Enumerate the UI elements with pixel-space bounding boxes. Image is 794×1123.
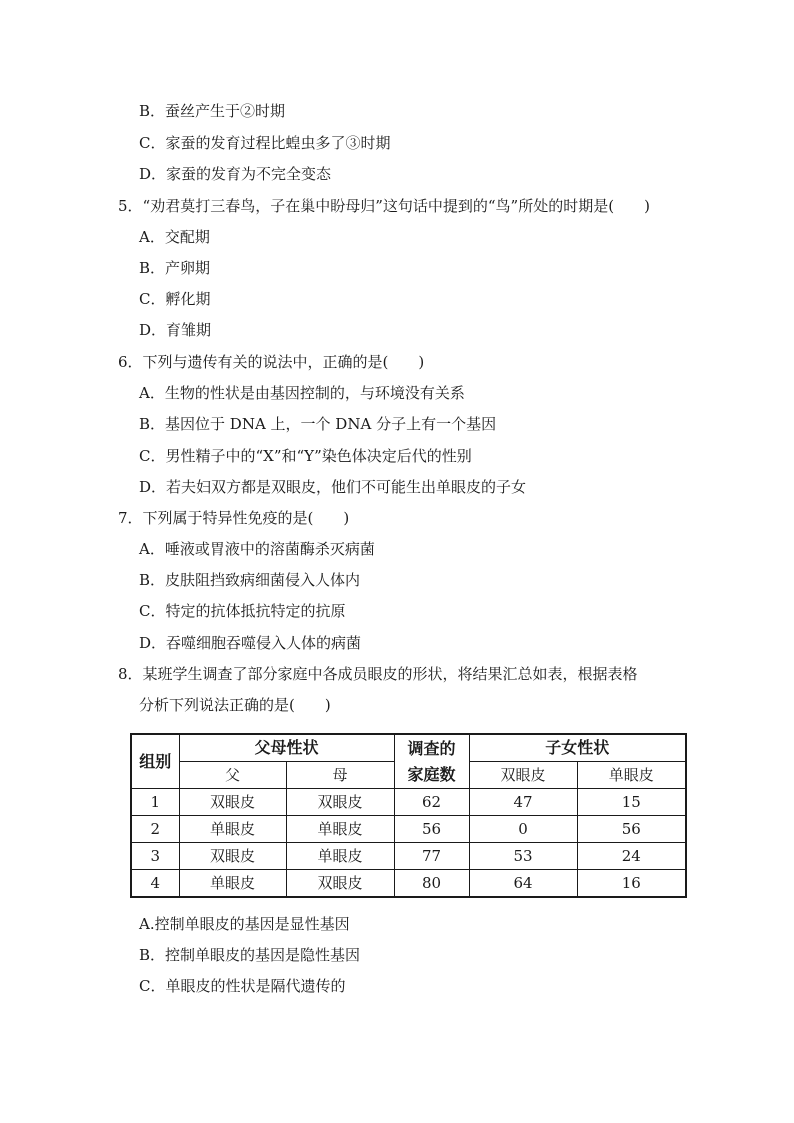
cell-mother: 双眼皮 xyxy=(286,870,394,898)
q5-option-c: C．孵化期 xyxy=(139,290,211,308)
question-7: 7．下列属于特异性免疫的是( ) xyxy=(118,509,350,527)
cell-group: 4 xyxy=(131,870,179,898)
header-count-line1: 调查的 xyxy=(407,738,456,758)
header-family-count xyxy=(394,734,469,789)
q8-option-b: B．控制单眼皮的基因是隐性基因 xyxy=(139,946,361,964)
cell-father: 双眼皮 xyxy=(179,843,286,870)
cell-single: 15 xyxy=(577,789,686,816)
cell-group: 3 xyxy=(131,843,179,870)
question-5: 5．“劝君莫打三春鸟，子在巢中盼母归”这句话中提到的“鸟”所处的时期是( ) xyxy=(118,197,650,215)
q6-option-a: A．生物的性状是由基因控制的，与环境没有关系 xyxy=(139,384,465,402)
q6-option-d: D．若夫妇双方都是双眼皮，他们不可能生出单眼皮的子女 xyxy=(139,478,527,496)
cell-double: 64 xyxy=(469,870,577,898)
header-mother: 母 xyxy=(286,762,394,789)
header-count-line2: 家庭数 xyxy=(407,764,456,784)
q6-option-b: B．基因位于 DNA 上，一个 DNA 分子上有一个基因 xyxy=(139,415,497,433)
eyelid-survey-table xyxy=(130,733,687,898)
cell-mother: 单眼皮 xyxy=(286,843,394,870)
cell-single: 16 xyxy=(577,870,686,898)
q7-option-a: A．唾液或胃液中的溶菌酶杀灭病菌 xyxy=(139,540,375,558)
header-single-eyelid: 单眼皮 xyxy=(577,762,686,789)
q6-option-c: C．男性精子中的“X”和“Y”染色体决定后代的性别 xyxy=(139,447,472,465)
header-group: 组别 xyxy=(131,734,179,789)
question-8: 8．某班学生调查了部分家庭中各成员眼皮的形状，将结果汇总如表，根据表格 xyxy=(118,665,638,683)
table-row xyxy=(131,816,686,843)
option-b-silk: B．蚕丝产生于②时期 xyxy=(139,102,286,120)
cell-mother: 双眼皮 xyxy=(286,789,394,816)
cell-father: 单眼皮 xyxy=(179,816,286,843)
q8-option-c: C．单眼皮的性状是隔代遗传的 xyxy=(139,977,346,995)
cell-families: 80 xyxy=(394,870,469,898)
cell-group: 2 xyxy=(131,816,179,843)
cell-mother: 单眼皮 xyxy=(286,816,394,843)
question-6: 6．下列与遗传有关的说法中，正确的是( ) xyxy=(118,353,425,371)
q7-option-d: D．吞噬细胞吞噬侵入人体的病菌 xyxy=(139,634,362,652)
cell-single: 24 xyxy=(577,843,686,870)
q7-option-b: B．皮肤阻挡致病细菌侵入人体内 xyxy=(139,571,361,589)
header-parents: 父母性状 xyxy=(179,734,394,762)
option-d-metamorphosis: D．家蚕的发育为不完全变态 xyxy=(139,165,332,183)
table-row xyxy=(131,789,686,816)
cell-double: 47 xyxy=(469,789,577,816)
cell-group: 1 xyxy=(131,789,179,816)
header-double-eyelid: 双眼皮 xyxy=(469,762,577,789)
cell-families: 77 xyxy=(394,843,469,870)
q5-option-d: D．育雏期 xyxy=(139,321,212,339)
cell-families: 56 xyxy=(394,816,469,843)
cell-families: 62 xyxy=(394,789,469,816)
cell-father: 双眼皮 xyxy=(179,789,286,816)
header-father: 父 xyxy=(179,762,286,789)
cell-single: 56 xyxy=(577,816,686,843)
q5-option-a: A．交配期 xyxy=(139,228,210,246)
option-c-stages: C．家蚕的发育过程比蝗虫多了③时期 xyxy=(139,134,391,152)
cell-father: 单眼皮 xyxy=(179,870,286,898)
header-children: 子女性状 xyxy=(469,734,686,762)
table-row xyxy=(131,843,686,870)
table-row xyxy=(131,870,686,898)
cell-double: 0 xyxy=(469,816,577,843)
q7-option-c: C．特定的抗体抵抗特定的抗原 xyxy=(139,602,346,620)
cell-double: 53 xyxy=(469,843,577,870)
q5-option-b: B．产卵期 xyxy=(139,259,211,277)
question-8-cont: 分析下列说法正确的是( ) xyxy=(139,696,331,714)
q8-option-a: A.控制单眼皮的基因是显性基因 xyxy=(139,915,350,933)
